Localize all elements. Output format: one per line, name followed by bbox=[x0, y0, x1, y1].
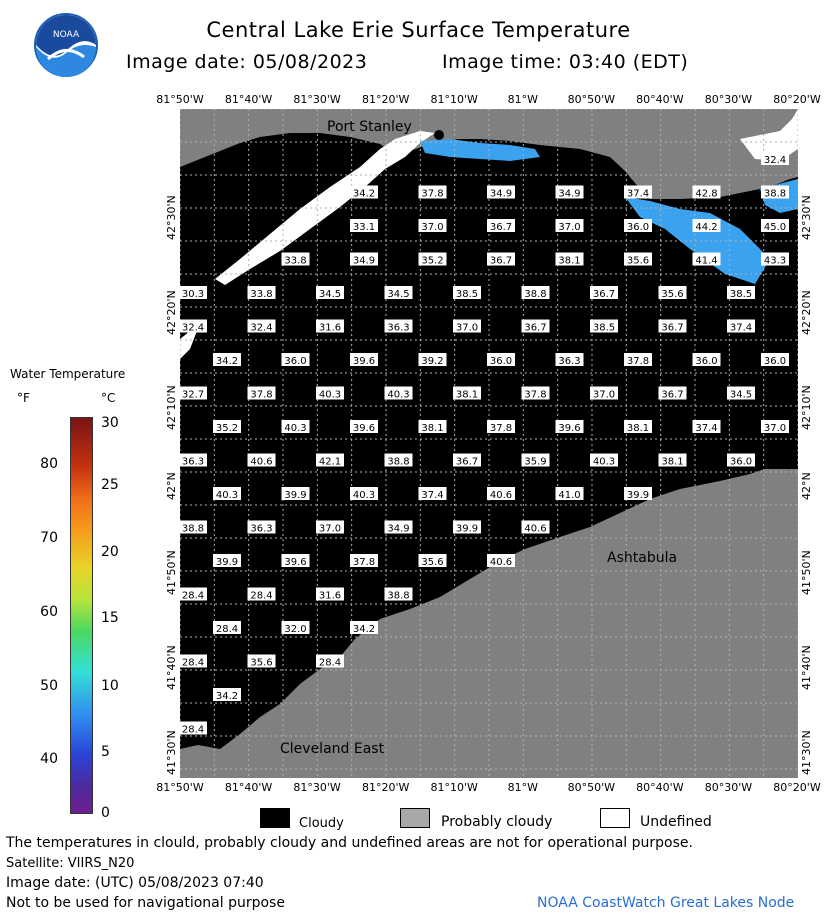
svg-text:40.6: 40.6 bbox=[489, 490, 513, 501]
svg-text:42.8: 42.8 bbox=[695, 188, 718, 200]
colorbar-tick-f: 60 bbox=[40, 604, 58, 620]
temperature-label bbox=[761, 420, 789, 434]
legend-title: Water Temperature bbox=[10, 367, 126, 381]
svg-text:28.4: 28.4 bbox=[181, 724, 205, 736]
latitude-label: 42°10'N bbox=[165, 385, 178, 430]
legend-swatch-undefined bbox=[600, 808, 630, 828]
longitude-label: 81°W bbox=[507, 93, 538, 106]
svg-text:36.7: 36.7 bbox=[661, 389, 684, 401]
temperature-label bbox=[590, 454, 618, 468]
svg-text:28.4: 28.4 bbox=[181, 657, 205, 669]
svg-text:37.0: 37.0 bbox=[558, 222, 581, 233]
svg-text:38.5: 38.5 bbox=[729, 289, 753, 300]
cleveland-east-label: Cleveland East bbox=[280, 741, 385, 757]
temperature-label bbox=[180, 454, 207, 468]
temperature-label bbox=[419, 420, 447, 434]
temperature-label bbox=[316, 454, 344, 468]
temperature-label bbox=[727, 454, 755, 468]
temperature-label bbox=[350, 554, 378, 568]
longitude-label: 81°W bbox=[507, 781, 538, 794]
longitude-label: 81°10'W bbox=[430, 781, 478, 794]
temperature-label bbox=[248, 387, 276, 401]
svg-text:37.0: 37.0 bbox=[592, 389, 616, 401]
colorbar-tick-c: 15 bbox=[101, 610, 119, 626]
svg-text:37.8: 37.8 bbox=[626, 356, 650, 367]
temperature-label bbox=[487, 186, 515, 200]
temperature-label bbox=[727, 387, 755, 401]
temperature-label bbox=[522, 521, 550, 535]
svg-text:28.4: 28.4 bbox=[215, 624, 239, 635]
svg-text:38.5: 38.5 bbox=[455, 289, 479, 300]
temperature-label bbox=[350, 219, 378, 233]
svg-text:38.8: 38.8 bbox=[763, 188, 787, 200]
svg-text:32.4: 32.4 bbox=[763, 155, 787, 166]
footer-nav-warning: Not to be used for navigational purpose bbox=[6, 895, 285, 911]
longitude-label: 80°20'W bbox=[773, 781, 821, 794]
svg-text:41.0: 41.0 bbox=[558, 490, 581, 501]
svg-text:38.1: 38.1 bbox=[455, 389, 479, 401]
svg-text:43.3: 43.3 bbox=[763, 255, 787, 267]
svg-text:38.8: 38.8 bbox=[387, 590, 410, 602]
legend-label-cloudy: Cloudy bbox=[299, 816, 344, 831]
ashtabula-label: Ashtabula bbox=[607, 550, 678, 566]
svg-text:37.8: 37.8 bbox=[489, 423, 513, 434]
svg-text:40.6: 40.6 bbox=[489, 557, 513, 568]
temperature-label bbox=[350, 487, 378, 501]
temperature-label bbox=[350, 353, 378, 367]
longitude-label: 81°40'W bbox=[224, 93, 273, 106]
temperature-label bbox=[453, 521, 481, 535]
longitude-label: 80°40'W bbox=[636, 781, 684, 794]
legend-swatch-cloudy bbox=[260, 808, 290, 828]
svg-text:30.3: 30.3 bbox=[181, 289, 205, 300]
svg-text:36.3: 36.3 bbox=[387, 322, 410, 334]
svg-text:28.4: 28.4 bbox=[181, 590, 205, 602]
temperature-label bbox=[624, 219, 652, 233]
svg-text:31.6: 31.6 bbox=[318, 322, 342, 334]
svg-text:37.8: 37.8 bbox=[524, 389, 547, 401]
temperature-label bbox=[180, 655, 207, 669]
temperature-label bbox=[761, 152, 789, 166]
longitude-label: 80°40'W bbox=[636, 93, 684, 106]
svg-text:36.0: 36.0 bbox=[729, 456, 753, 468]
svg-text:37.0: 37.0 bbox=[318, 523, 342, 535]
svg-text:40.6: 40.6 bbox=[250, 456, 273, 468]
svg-text:37.8: 37.8 bbox=[250, 389, 273, 401]
temperature-label bbox=[487, 487, 515, 501]
temperature-label bbox=[556, 219, 584, 233]
svg-text:36.7: 36.7 bbox=[524, 322, 547, 334]
temperature-label bbox=[556, 420, 584, 434]
svg-text:35.6: 35.6 bbox=[421, 557, 444, 568]
svg-text:28.4: 28.4 bbox=[250, 590, 273, 602]
temperature-label bbox=[350, 186, 378, 200]
svg-text:42.1: 42.1 bbox=[318, 456, 342, 468]
svg-text:38.8: 38.8 bbox=[181, 523, 205, 535]
legend-swatch-probably-cloudy bbox=[400, 808, 430, 828]
temperature-label bbox=[350, 420, 378, 434]
temperature-label bbox=[180, 286, 207, 300]
svg-text:40.3: 40.3 bbox=[215, 490, 239, 501]
temperature-label bbox=[487, 219, 515, 233]
svg-text:37.8: 37.8 bbox=[352, 557, 376, 568]
svg-text:38.1: 38.1 bbox=[421, 423, 444, 434]
svg-text:39.6: 39.6 bbox=[352, 356, 376, 367]
temperature-label bbox=[248, 588, 276, 602]
temperature-label bbox=[213, 420, 241, 434]
colorbar-tick-c: 30 bbox=[101, 415, 119, 431]
port-stanley-marker bbox=[434, 130, 444, 140]
svg-text:38.8: 38.8 bbox=[387, 456, 410, 468]
svg-text:38.1: 38.1 bbox=[558, 255, 581, 267]
temperature-label bbox=[213, 688, 241, 702]
temperature-label bbox=[693, 219, 721, 233]
svg-text:32.4: 32.4 bbox=[250, 322, 273, 334]
temperature-label bbox=[248, 454, 276, 468]
temperature-label bbox=[522, 286, 550, 300]
svg-text:39.9: 39.9 bbox=[215, 557, 239, 568]
temperature-label bbox=[556, 487, 584, 501]
svg-text:39.2: 39.2 bbox=[421, 356, 444, 367]
temperature-label bbox=[316, 588, 344, 602]
temperature-label bbox=[727, 286, 755, 300]
temperature-label bbox=[761, 186, 789, 200]
latitude-label: 42°N bbox=[800, 472, 813, 500]
temperature-label bbox=[180, 521, 207, 535]
svg-text:39.9: 39.9 bbox=[284, 490, 307, 501]
temperature-label bbox=[590, 286, 618, 300]
temperature-label bbox=[487, 353, 515, 367]
svg-text:38.1: 38.1 bbox=[661, 456, 684, 468]
temperature-label bbox=[522, 387, 550, 401]
temperature-label bbox=[624, 420, 652, 434]
temperature-label bbox=[590, 387, 618, 401]
temperature-label bbox=[180, 320, 207, 334]
svg-text:34.2: 34.2 bbox=[352, 624, 376, 635]
colorbar-tick-f: 50 bbox=[40, 678, 58, 694]
latitude-label: 42°N bbox=[165, 472, 178, 500]
temperature-label bbox=[248, 320, 276, 334]
temperature-label bbox=[180, 722, 207, 736]
temperature-label bbox=[487, 253, 515, 267]
svg-text:34.5: 34.5 bbox=[318, 289, 342, 300]
temperature-label bbox=[693, 420, 721, 434]
temperature-label bbox=[659, 387, 687, 401]
svg-text:31.6: 31.6 bbox=[318, 590, 342, 602]
svg-text:NOAA: NOAA bbox=[52, 30, 80, 40]
svg-text:40.3: 40.3 bbox=[352, 490, 376, 501]
svg-text:38.1: 38.1 bbox=[626, 423, 650, 434]
temperature-label bbox=[385, 588, 413, 602]
temperature-label bbox=[282, 554, 310, 568]
svg-text:40.3: 40.3 bbox=[284, 423, 307, 434]
svg-text:35.9: 35.9 bbox=[524, 456, 547, 468]
temperature-label bbox=[522, 320, 550, 334]
svg-text:37.4: 37.4 bbox=[626, 188, 650, 200]
colorbar-tick-c: 0 bbox=[101, 805, 110, 821]
svg-text:28.4: 28.4 bbox=[318, 657, 342, 669]
svg-text:36.0: 36.0 bbox=[489, 356, 513, 367]
svg-text:34.2: 34.2 bbox=[215, 356, 239, 367]
temperature-label bbox=[419, 353, 447, 367]
lake-erie-map bbox=[180, 109, 798, 778]
latitude-label: 42°10'N bbox=[800, 385, 813, 430]
temperature-label bbox=[659, 286, 687, 300]
svg-text:34.2: 34.2 bbox=[215, 691, 239, 702]
svg-text:35.2: 35.2 bbox=[421, 255, 444, 267]
temperature-label bbox=[453, 286, 481, 300]
temperature-label bbox=[316, 387, 344, 401]
latitude-label: 41°50'N bbox=[800, 550, 813, 595]
temperature-label bbox=[761, 353, 789, 367]
latitude-label: 41°30'N bbox=[165, 730, 178, 775]
temperature-label bbox=[693, 186, 721, 200]
svg-text:35.6: 35.6 bbox=[250, 657, 273, 669]
colorbar-tick-c: 20 bbox=[101, 544, 119, 560]
temperature-label bbox=[180, 387, 207, 401]
svg-text:33.8: 33.8 bbox=[250, 289, 273, 300]
svg-text:35.2: 35.2 bbox=[215, 423, 239, 434]
temperature-label bbox=[556, 253, 584, 267]
temperature-label bbox=[282, 487, 310, 501]
temperature-label bbox=[590, 320, 618, 334]
temperature-label bbox=[213, 621, 241, 635]
svg-text:45.0: 45.0 bbox=[763, 222, 787, 233]
svg-text:39.6: 39.6 bbox=[352, 423, 376, 434]
longitude-label: 80°30'W bbox=[704, 93, 753, 106]
svg-text:35.6: 35.6 bbox=[661, 289, 684, 300]
temperature-label bbox=[624, 487, 652, 501]
colorbar-tick-f: 80 bbox=[40, 456, 58, 472]
latitude-label: 42°20'N bbox=[800, 290, 813, 335]
longitude-label: 80°30'W bbox=[704, 781, 753, 794]
svg-text:34.9: 34.9 bbox=[352, 255, 376, 267]
temperature-label bbox=[624, 186, 652, 200]
temperature-label bbox=[316, 521, 344, 535]
temperature-colorbar bbox=[70, 417, 93, 814]
longitude-label: 81°50'W bbox=[156, 781, 204, 794]
latitude-label: 41°30'N bbox=[800, 730, 813, 775]
svg-text:34.2: 34.2 bbox=[352, 188, 376, 200]
colorbar-tick-f: 70 bbox=[40, 530, 58, 546]
temperature-label bbox=[213, 353, 241, 367]
temperature-label bbox=[248, 655, 276, 669]
latitude-label: 42°30'N bbox=[800, 195, 813, 240]
svg-text:40.3: 40.3 bbox=[592, 456, 616, 468]
port-stanley-label: Port Stanley bbox=[327, 119, 412, 135]
longitude-label: 81°40'W bbox=[224, 781, 273, 794]
footer-satellite: Satellite: VIIRS_N20 bbox=[6, 856, 135, 871]
svg-text:34.9: 34.9 bbox=[387, 523, 410, 535]
longitude-label: 81°30'W bbox=[293, 781, 341, 794]
latitude-label: 41°50'N bbox=[165, 550, 178, 595]
svg-text:36.7: 36.7 bbox=[489, 222, 513, 233]
svg-text:32.0: 32.0 bbox=[284, 624, 307, 635]
temperature-label bbox=[556, 353, 584, 367]
svg-text:36.7: 36.7 bbox=[455, 456, 479, 468]
temperature-label bbox=[556, 186, 584, 200]
temperature-label bbox=[727, 320, 755, 334]
svg-text:38.5: 38.5 bbox=[592, 322, 616, 334]
image-date: Image date: 05/08/2023 bbox=[126, 51, 368, 73]
svg-text:37.8: 37.8 bbox=[421, 188, 444, 200]
temperature-label bbox=[316, 655, 344, 669]
temperature-label bbox=[419, 219, 447, 233]
svg-text:37.0: 37.0 bbox=[763, 423, 787, 434]
legend-label-undefined: Undefined bbox=[640, 814, 712, 830]
temperature-label bbox=[624, 253, 652, 267]
svg-text:39.6: 39.6 bbox=[284, 557, 307, 568]
svg-text:37.4: 37.4 bbox=[695, 423, 718, 434]
longitude-label: 80°50'W bbox=[567, 93, 616, 106]
temperature-label bbox=[385, 286, 413, 300]
temperature-label bbox=[316, 286, 344, 300]
svg-text:36.0: 36.0 bbox=[626, 222, 650, 233]
latitude-label: 42°20'N bbox=[165, 290, 178, 335]
colorbar-tick-f: 40 bbox=[40, 751, 58, 767]
svg-text:37.0: 37.0 bbox=[455, 322, 479, 334]
temperature-label bbox=[248, 286, 276, 300]
longitude-label: 81°20'W bbox=[361, 93, 410, 106]
colorbar-tick-c: 25 bbox=[101, 477, 119, 493]
longitude-label: 80°50'W bbox=[567, 781, 616, 794]
legend-label-probably-cloudy: Probably cloudy bbox=[441, 814, 553, 830]
svg-text:39.9: 39.9 bbox=[455, 523, 479, 535]
svg-text:40.3: 40.3 bbox=[318, 389, 342, 401]
footer-note: The temperatures in clould, probably cloudy and undefined areas are not for operational purpose. bbox=[6, 835, 693, 851]
svg-text:36.7: 36.7 bbox=[661, 322, 684, 334]
svg-text:39.6: 39.6 bbox=[558, 423, 581, 434]
temperature-label bbox=[213, 487, 241, 501]
temperature-label bbox=[659, 454, 687, 468]
temperature-label bbox=[419, 487, 447, 501]
latitude-label: 41°40'N bbox=[165, 645, 178, 690]
svg-text:41.4: 41.4 bbox=[695, 255, 718, 267]
temperature-label bbox=[419, 186, 447, 200]
longitude-label: 80°20'W bbox=[773, 93, 821, 106]
svg-text:36.0: 36.0 bbox=[695, 356, 718, 367]
temperature-label bbox=[350, 621, 378, 635]
temperature-label bbox=[282, 621, 310, 635]
temperature-label bbox=[487, 420, 515, 434]
legend-unit-fahrenheit: °F bbox=[17, 391, 30, 405]
footer-credit: NOAA CoastWatch Great Lakes Node bbox=[537, 895, 795, 911]
svg-text:34.5: 34.5 bbox=[387, 289, 410, 300]
image-time: Image time: 03:40 (EDT) bbox=[442, 51, 689, 73]
legend-unit-celsius: °C bbox=[101, 391, 116, 405]
longitude-label: 81°20'W bbox=[361, 781, 410, 794]
svg-text:36.3: 36.3 bbox=[558, 356, 581, 367]
temperature-label bbox=[419, 554, 447, 568]
svg-text:36.3: 36.3 bbox=[250, 523, 273, 535]
svg-text:34.9: 34.9 bbox=[489, 188, 513, 200]
temperature-label bbox=[693, 253, 721, 267]
svg-text:37.4: 37.4 bbox=[729, 322, 753, 334]
page-title: Central Lake Erie Surface Temperature bbox=[206, 18, 631, 42]
svg-text:44.2: 44.2 bbox=[695, 222, 718, 233]
temperature-label bbox=[282, 353, 310, 367]
temperature-label bbox=[487, 554, 515, 568]
svg-text:37.0: 37.0 bbox=[421, 222, 444, 233]
temperature-label bbox=[316, 320, 344, 334]
temperature-label bbox=[624, 353, 652, 367]
temperature-label bbox=[350, 253, 378, 267]
svg-text:38.8: 38.8 bbox=[524, 289, 547, 300]
svg-text:40.3: 40.3 bbox=[387, 389, 410, 401]
temperature-label bbox=[248, 521, 276, 535]
temperature-label bbox=[761, 253, 789, 267]
svg-text:36.0: 36.0 bbox=[763, 356, 787, 367]
temperature-label bbox=[761, 219, 789, 233]
svg-text:40.6: 40.6 bbox=[524, 523, 547, 535]
temperature-label bbox=[213, 554, 241, 568]
svg-text:36.3: 36.3 bbox=[181, 456, 205, 468]
svg-text:37.4: 37.4 bbox=[421, 490, 444, 501]
temperature-label bbox=[385, 521, 413, 535]
svg-text:36.7: 36.7 bbox=[592, 289, 616, 300]
temperature-label bbox=[180, 588, 207, 602]
temperature-label bbox=[385, 454, 413, 468]
temperature-label bbox=[453, 320, 481, 334]
temperature-label bbox=[282, 420, 310, 434]
temperature-label bbox=[385, 387, 413, 401]
svg-text:32.4: 32.4 bbox=[181, 322, 205, 334]
svg-text:33.8: 33.8 bbox=[284, 255, 307, 267]
svg-text:34.5: 34.5 bbox=[729, 389, 753, 401]
temperature-label bbox=[522, 454, 550, 468]
colorbar-tick-c: 10 bbox=[101, 678, 119, 694]
svg-text:39.9: 39.9 bbox=[626, 490, 650, 501]
temperature-label bbox=[419, 253, 447, 267]
longitude-label: 81°50'W bbox=[156, 93, 204, 106]
temperature-label bbox=[385, 320, 413, 334]
svg-text:36.0: 36.0 bbox=[284, 356, 307, 367]
temperature-label bbox=[693, 353, 721, 367]
svg-text:32.7: 32.7 bbox=[181, 389, 205, 401]
svg-text:33.1: 33.1 bbox=[352, 222, 376, 233]
svg-text:35.6: 35.6 bbox=[626, 255, 650, 267]
svg-text:34.9: 34.9 bbox=[558, 188, 581, 200]
latitude-label: 42°30'N bbox=[165, 195, 178, 240]
colorbar-tick-c: 5 bbox=[101, 744, 110, 760]
svg-text:36.7: 36.7 bbox=[489, 255, 513, 267]
longitude-label: 81°10'W bbox=[430, 93, 478, 106]
temperature-label bbox=[659, 320, 687, 334]
temperature-label bbox=[453, 387, 481, 401]
temperature-label bbox=[453, 454, 481, 468]
footer-utc-date: Image date: (UTC) 05/08/2023 07:40 bbox=[6, 875, 264, 891]
latitude-label: 41°40'N bbox=[800, 645, 813, 690]
temperature-label bbox=[282, 253, 310, 267]
longitude-label: 81°30'W bbox=[293, 93, 341, 106]
